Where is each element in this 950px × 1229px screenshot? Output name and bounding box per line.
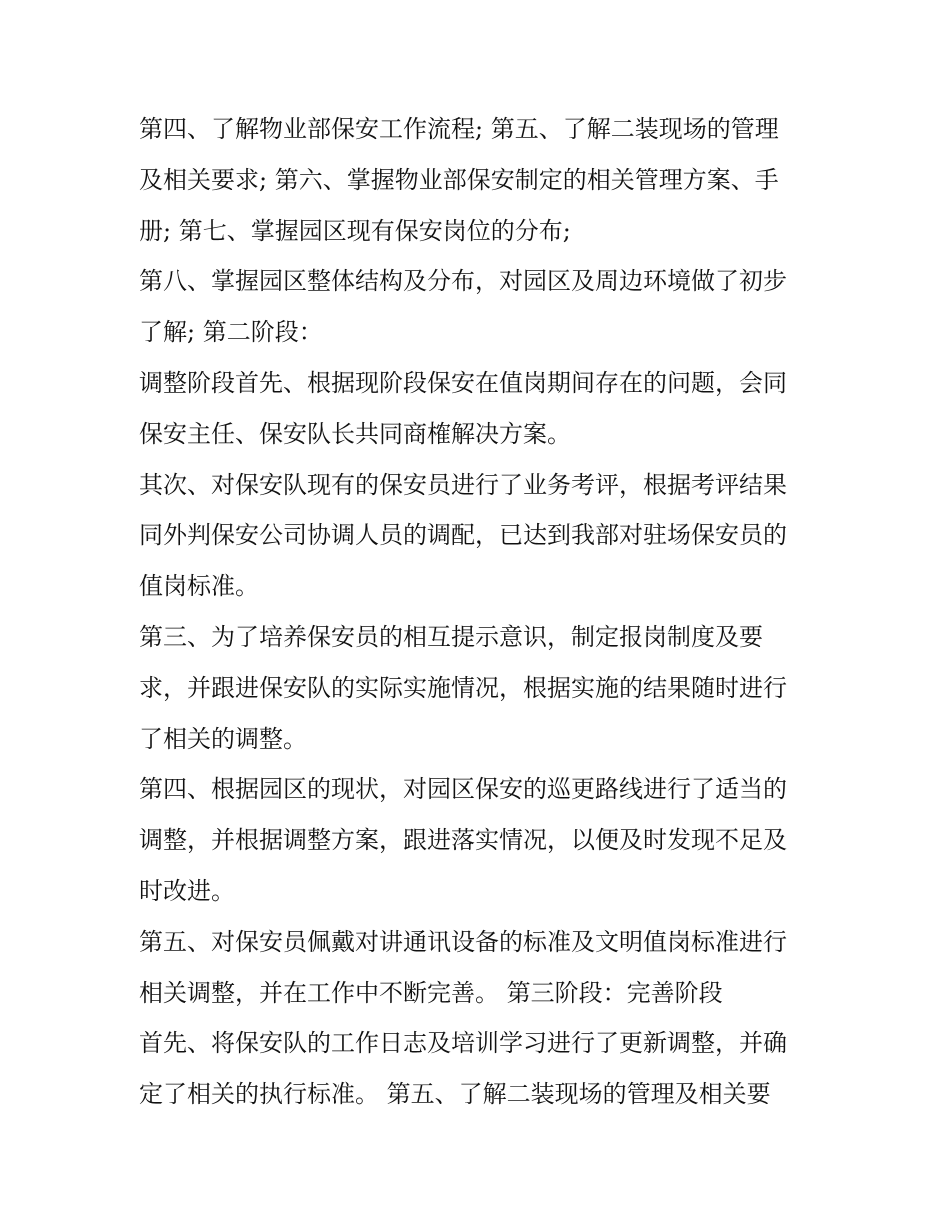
text-line: 第四、根据园区的现状，对园区保安的巡更路线进行了适当的: [139, 775, 787, 804]
text-line: 时改进。: [139, 876, 235, 905]
text-line: 第三、为了培养保安员的相互提示意识，制定报岗制度及要: [139, 622, 763, 651]
paragraph-stage2-fifth: [139, 917, 819, 1019]
paragraph-stage3-first: [139, 1018, 819, 1120]
paragraph-stage2-second: [139, 460, 819, 612]
paragraph-stage2-fourth: [139, 764, 819, 916]
text-line: 调整，并根据调整方案，跟进落实情况，以便及时发现不足及: [139, 826, 787, 855]
text-line: 定了相关的执行标准。 第五、了解二装现场的管理及相关要: [139, 1080, 771, 1109]
text-line: 第五、对保安员佩戴对讲通讯设备的标准及文明值岗标准进行: [139, 927, 787, 956]
text-line: 其次、对保安队现有的保安员进行了业务考评，根据考评结果: [139, 470, 787, 499]
text-line: 第八、掌握园区整体结构及分布，对园区及周边环境做了初步: [139, 267, 787, 296]
text-line: 了相关的调整。: [139, 724, 307, 753]
text-line: 及相关要求; 第六、掌握物业部保安制定的相关管理方案、手: [139, 165, 779, 194]
paragraph-stage1-items-4-7: [139, 104, 819, 256]
text-line: 保安主任、保安队长共同商榷解决方案。: [139, 419, 571, 448]
text-line: 首先、将保安队的工作日志及培训学习进行了更新调整，并确: [139, 1029, 787, 1058]
text-line: 同外判保安公司协调人员的调配，已达到我部对驻场保安员的: [139, 521, 787, 550]
text-line: 调整阶段首先、根据现阶段保安在值岗期间存在的问题，会同: [139, 368, 787, 397]
text-line: 求，并跟进保安队的实际实施情况，根据实施的结果随时进行: [139, 673, 787, 702]
paragraph-stage2-third: [139, 612, 819, 764]
text-line: 册; 第七、掌握园区现有保安岗位的分布;: [139, 216, 571, 245]
paragraph-stage2-first: [139, 358, 819, 460]
text-line: 第四、了解物业部保安工作流程; 第五、了解二装现场的管理: [139, 115, 779, 143]
document-body: [139, 104, 819, 1120]
text-line: 相关调整，并在工作中不断完善。 第三阶段：完善阶段: [139, 978, 723, 1007]
text-line: 了解; 第二阶段：: [139, 318, 323, 347]
text-line: 值岗标准。: [139, 572, 259, 601]
paragraph-stage1-item-8: [139, 256, 819, 358]
